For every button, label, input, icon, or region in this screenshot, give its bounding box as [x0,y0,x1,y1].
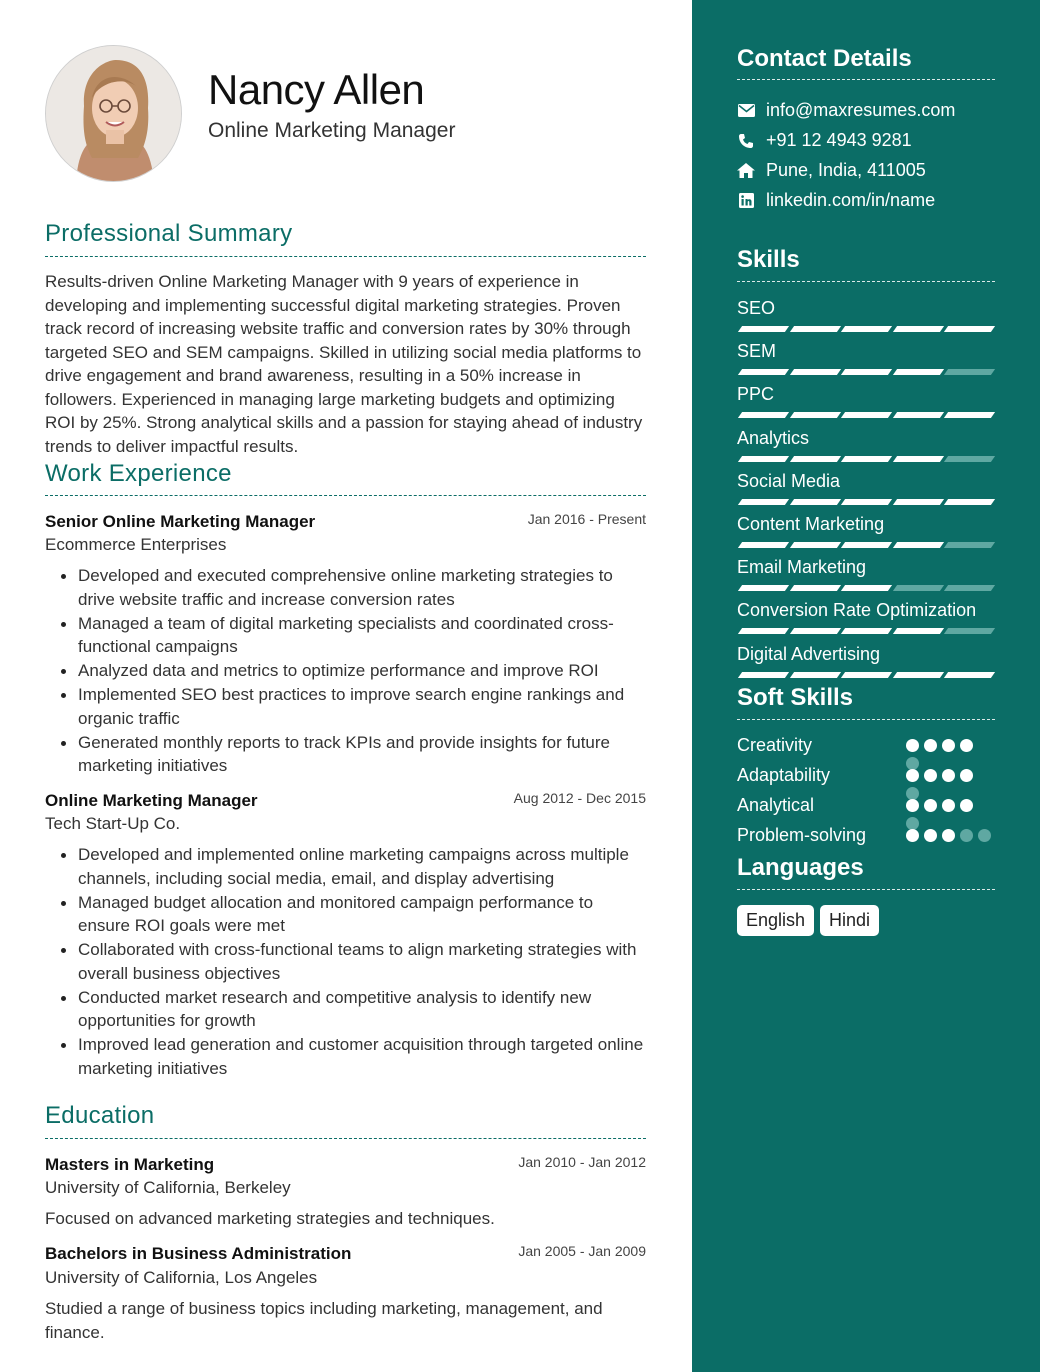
skill-name: Conversion Rate Optimization [737,600,977,621]
skill-level-segment [789,628,840,634]
skill-level-segment [841,412,892,418]
skill-level-segment [944,456,995,462]
skills-heading: Skills [737,246,800,273]
soft-skill-rating [906,829,996,843]
degree-title: Masters in Marketing [45,1155,215,1174]
skill-level-segment [789,585,840,591]
skill-level-bar [737,585,995,591]
skill-level-segment [944,412,995,418]
list-item: Generated monthly reports to track KPIs and provide insights for future marketing initiatives [78,731,648,778]
skill-level-segment [841,672,892,678]
list-item: Developed and implemented online marketing campaigns across multiple channels, including social media, email, and display advertising [78,843,648,890]
list-item: Analyzed data and metrics to optimize performance and improve ROI [78,659,648,683]
section-divider [737,889,995,890]
summary-heading: Professional Summary [45,220,293,247]
skill-level-segment [892,412,943,418]
soft-skill-rating [906,799,996,813]
skill-level-segment [789,456,840,462]
skill-level-segment [841,585,892,591]
skill-level-bar [737,628,995,634]
job-title: Online Marketing Manager [45,791,258,810]
school-name: University of California, Los Angeles [45,1268,318,1287]
section-divider [737,79,995,80]
skill-level-segment [789,369,840,375]
skill-level-bar [737,412,995,418]
phone-icon [737,132,755,150]
education-desc: Focused on advanced marketing strategies and techniques. [45,1209,495,1228]
skill-level-segment [944,628,995,634]
skill-level-bar [737,542,995,548]
home-icon [737,162,755,180]
rating-dot [942,829,955,842]
list-item: Managed a team of digital marketing specialists and coordinated cross-functional campaigns [78,612,648,659]
section-divider [737,281,995,282]
skill-level-segment [789,326,840,332]
list-item: Improved lead generation and customer acquisition through targeted online marketing initiatives [78,1033,648,1080]
rating-dot [906,739,919,752]
skill-level-segment [738,628,789,634]
skill-level-segment [944,585,995,591]
skill-level-segment [944,542,995,548]
skill-name: Social Media [737,470,841,491]
skill-level-bar [737,499,995,505]
profile-photo [45,45,182,182]
skill-level-segment [738,326,789,332]
company-name: Tech Start-Up Co. [45,814,181,833]
skill-level-bar [737,456,995,462]
summary-text: Results-driven Online Marketing Manager with 9 years of experience in developing and implementing successful digital marketing strategies. Proven track record of increasing website traffic and conversion rates by 30% through targeted SEO and SEM campaigns. Skilled in utilizing social media platforms to drive engagement and brand awareness, resulting in a 50% increase in followers. Experienced in managing large marketing budgets and optimizing ROI by 25%. Strong analytical skills and a passion for staying ahead of industry trends to deliver impactful results. [45,272,643,456]
skill-level-segment [892,585,943,591]
school-name: University of California, Berkeley [45,1178,291,1197]
skill-name: PPC [737,384,775,405]
rating-dot [942,769,955,782]
job-bullets [78,564,648,778]
contact-linkedin[interactable] [737,190,935,211]
skill-level-segment [892,628,943,634]
skill-level-segment [892,369,943,375]
candidate-name: Nancy Allen [208,66,425,113]
skill-level-segment [789,412,840,418]
skill-level-segment [892,456,943,462]
rating-dot [924,799,937,812]
languages-heading: Languages [737,854,864,881]
rating-dot [906,799,919,812]
list-item: Managed budget allocation and monitored campaign performance to ensure ROI goals were met [78,891,648,938]
skill-name: Email Marketing [737,557,867,578]
rating-dot [906,829,919,842]
rating-dot [960,799,973,812]
skill-level-segment [944,672,995,678]
rating-dot [960,769,973,782]
skill-level-segment [738,585,789,591]
contact-email[interactable] [737,100,955,121]
rating-dot [942,799,955,812]
education-desc: Studied a range of business topics including marketing, management, and finance. [45,1299,603,1342]
skill-level-segment [789,499,840,505]
list-item: Conducted market research and competitive analysis to identify new opportunities for growth [78,986,648,1033]
skill-level-bar [737,326,995,332]
soft-skill-name: Adaptability [737,765,831,785]
skill-level-bar [737,672,995,678]
envelope-icon [737,102,755,120]
skill-level-segment [738,456,789,462]
education-date: Jan 2010 - Jan 2012 [518,1154,646,1170]
contact-phone[interactable] [737,130,912,151]
skill-level-segment [892,542,943,548]
rating-dot [924,829,937,842]
skill-level-segment [944,499,995,505]
skill-name: Analytics [737,427,810,448]
skill-name: SEM [737,341,777,362]
skill-level-segment [789,672,840,678]
skill-level-segment [841,369,892,375]
linkedin-icon [737,192,755,210]
section-divider [45,256,646,257]
section-divider [45,1138,646,1139]
skill-name: Content Marketing [737,514,885,534]
rating-dot-empty [978,829,991,842]
soft-skill-name: Problem-solving [737,825,867,845]
skill-name: Digital Advertising [737,643,881,664]
skill-name: SEO [737,298,776,318]
rating-dot [942,739,955,752]
avatar [46,46,182,182]
skill-level-segment [892,672,943,678]
job-bullets [78,843,648,1081]
linkedin-text: linkedin.com/in/name [766,190,936,210]
soft-skill-name: Creativity [737,735,813,755]
job-date: Aug 2012 - Dec 2015 [513,790,646,806]
email-text: info@maxresumes.com [766,100,956,120]
sidebar [692,0,1040,1372]
education-date: Jan 2005 - Jan 2009 [518,1243,646,1259]
degree-title: Bachelors in Business Administration [45,1244,352,1263]
phone-text: +91 12 4943 9281 [766,130,912,150]
soft-skill-name: Analytical [737,795,815,815]
skill-level-segment [841,499,892,505]
soft-skill-rating [906,739,996,753]
skill-level-segment [841,456,892,462]
skill-level-segment [892,499,943,505]
skill-level-bar [737,369,995,375]
rating-dot [960,739,973,752]
list-item: Developed and executed comprehensive online marketing strategies to drive website traffic and increase conversion rates [78,564,648,611]
rating-dot [924,739,937,752]
skill-level-segment [841,628,892,634]
soft-skills-heading: Soft Skills [737,684,854,711]
rating-dot-empty [960,829,973,842]
contact-location [737,160,926,181]
skill-level-segment [738,412,789,418]
skill-level-segment [738,542,789,548]
candidate-title: Online Marketing Manager [208,119,456,142]
experience-heading: Work Experience [45,460,232,487]
skill-level-segment [738,369,789,375]
rating-dot [906,769,919,782]
skill-level-segment [738,499,789,505]
language-badge: Hindi [820,905,879,936]
skill-level-segment [841,326,892,332]
education-heading: Education [45,1102,155,1129]
section-divider [737,719,995,720]
company-name: Ecommerce Enterprises [45,535,227,554]
skill-level-segment [892,326,943,332]
rating-dot [924,769,937,782]
list-item: Implemented SEO best practices to improve search engine rankings and organic traffic [78,683,648,730]
location-text: Pune, India, 411005 [766,160,926,180]
soft-skill-rating [906,769,996,783]
skill-level-segment [944,369,995,375]
list-item: Collaborated with cross-functional teams to align marketing strategies with overall business objectives [78,938,648,985]
section-divider [45,495,646,496]
language-badge: English [737,905,814,936]
job-date: Jan 2016 - Present [527,511,646,527]
skill-level-segment [789,542,840,548]
contact-heading: Contact Details [737,45,912,72]
skill-level-segment [944,326,995,332]
skill-level-segment [738,672,789,678]
job-title: Senior Online Marketing Manager [45,512,316,531]
skill-level-segment [841,542,892,548]
